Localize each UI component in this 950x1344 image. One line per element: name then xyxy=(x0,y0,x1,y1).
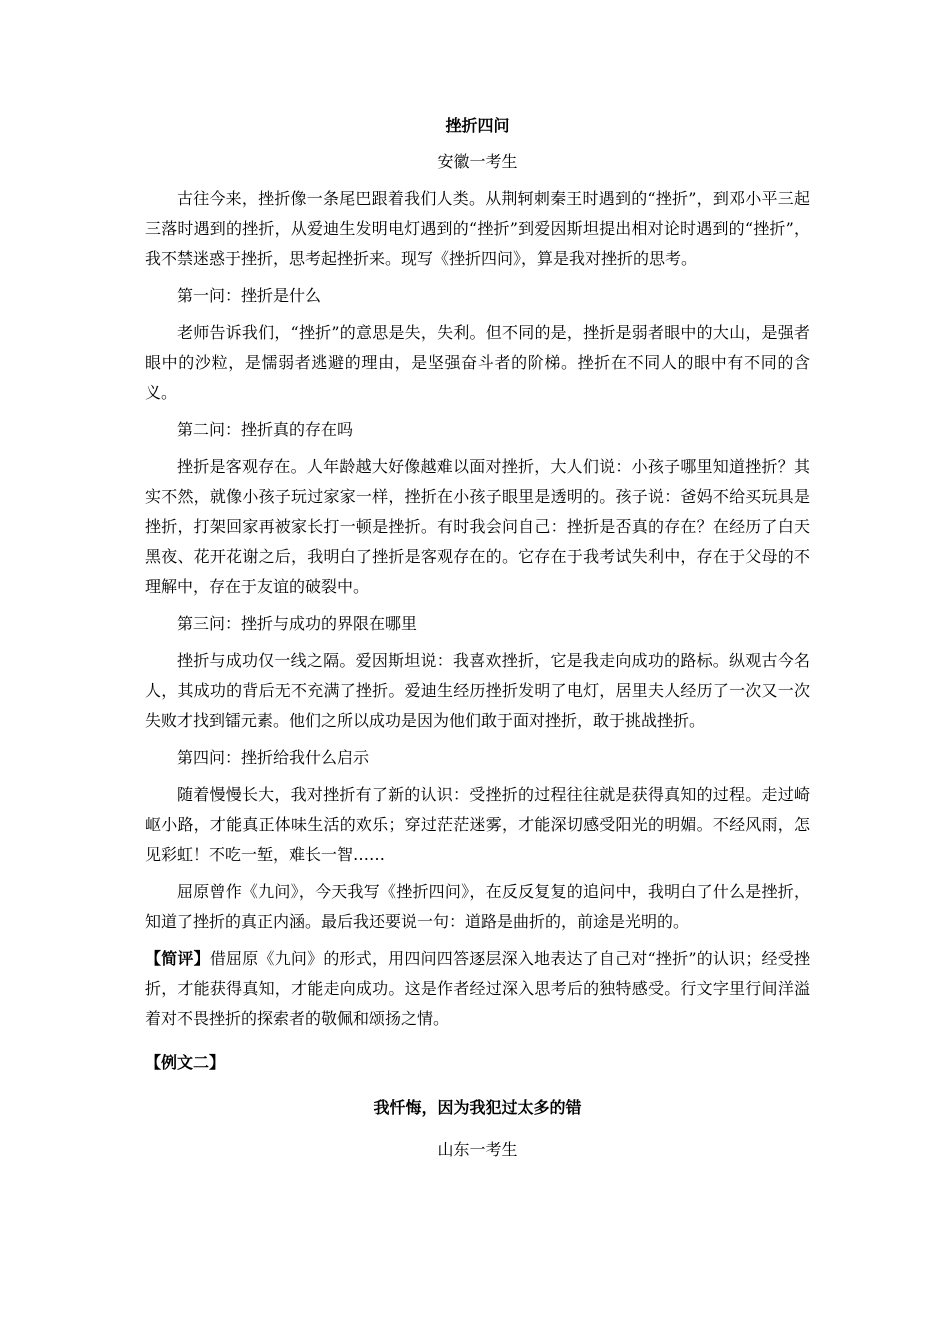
example-2-heading: 【例文二】 xyxy=(145,1053,226,1072)
answer-3-paragraph: 挫折与成功仅一线之隔。爱因斯坦说：我喜欢挫折，它是我走向成功的路标。纵观古今名人，其成功的背后无不充满了挫折。爱迪生经历挫折发明了电灯，居里夫人经历了一次又一次失败才找到镭元素。他们之所以成功是因为他们敢于面对挫折，敢于挑战挫折。 xyxy=(145,651,810,730)
answer-1-paragraph: 老师告诉我们，“挫折”的意思是失，失利。但不同的是，挫折是弱者眼中的大山，是强者眼中的沙粒，是懦弱者逃避的理由，是坚强奋斗者的阶梯。挫折在不同人的眼中有不同的含义。 xyxy=(145,323,810,402)
essay-author: 安徽一考生 xyxy=(437,152,518,171)
comment-text: 借屈原《九问》的形式，用四问四答逐层深入地表达了自己对“挫折”的认识；经受挫折，才能获得真知，才能走向成功。这是作者经过深入思考后的独特感受。行文字里行间洋溢着对不畏挫折的探索者的敬佩和颂扬之情。 xyxy=(145,949,810,1028)
comment-tag: 【简评】 xyxy=(145,949,210,968)
question-4-heading: 第四问：挫折给我什么启示 xyxy=(177,748,370,767)
example-2-author: 山东一考生 xyxy=(437,1140,518,1159)
question-1-heading: 第一问：挫折是什么 xyxy=(177,286,322,305)
example-2-title: 我忏悔，因为我犯过太多的错 xyxy=(373,1098,582,1117)
answer-4-paragraph: 随着慢慢长大，我对挫折有了新的认识：受挫折的过程往往就是获得真知的过程。走过崎岖小路，才能真正体味生活的欢乐；穿过茫茫迷雾，才能深切感受阳光的明媚。不经风雨，怎见彩虹！不吃一堑，难长一智…… xyxy=(145,785,810,864)
answer-2-paragraph: 挫折是客观存在。人年龄越大好像越难以面对挫折，大人们说：小孩子哪里知道挫折？其实不然，就像小孩子玩过家家一样，挫折在小孩子眼里是透明的。孩子说：爸妈不给买玩具是挫折，打架回家再被家长打一顿是挫折。有时我会问自己：挫折是否真的存在？在经历了白天黑夜、花开花谢之后，我明白了挫折是客观存在的。它存在于我考试失利中，存在于父母的不理解中，存在于友谊的破裂中。 xyxy=(145,457,810,596)
comment-block xyxy=(145,944,810,1034)
essay-title: 挫折四问 xyxy=(445,116,510,135)
intro-paragraph: 古往今来，挫折像一条尾巴跟着我们人类。从荆轲刺秦王时遇到的“挫折”，到邓小平三起三落时遇到的挫折，从爱迪生发明电灯遇到的“挫折”到爱因斯坦提出相对论时遇到的“挫折”，我不禁迷惑于挫折，思考起挫折来。现写《挫折四问》，算是我对挫折的思考。 xyxy=(145,189,810,268)
question-3-heading: 第三问：挫折与成功的界限在哪里 xyxy=(177,614,418,633)
document-content xyxy=(145,110,810,1166)
conclusion-paragraph: 屈原曾作《九问》，今天我写《挫折四问》，在反反复复的追问中，我明白了什么是挫折，知道了挫折的真正内涵。最后我还要说一句：道路是曲折的，前途是光明的。 xyxy=(145,882,810,931)
question-2-heading: 第二问：挫折真的存在吗 xyxy=(177,420,354,439)
